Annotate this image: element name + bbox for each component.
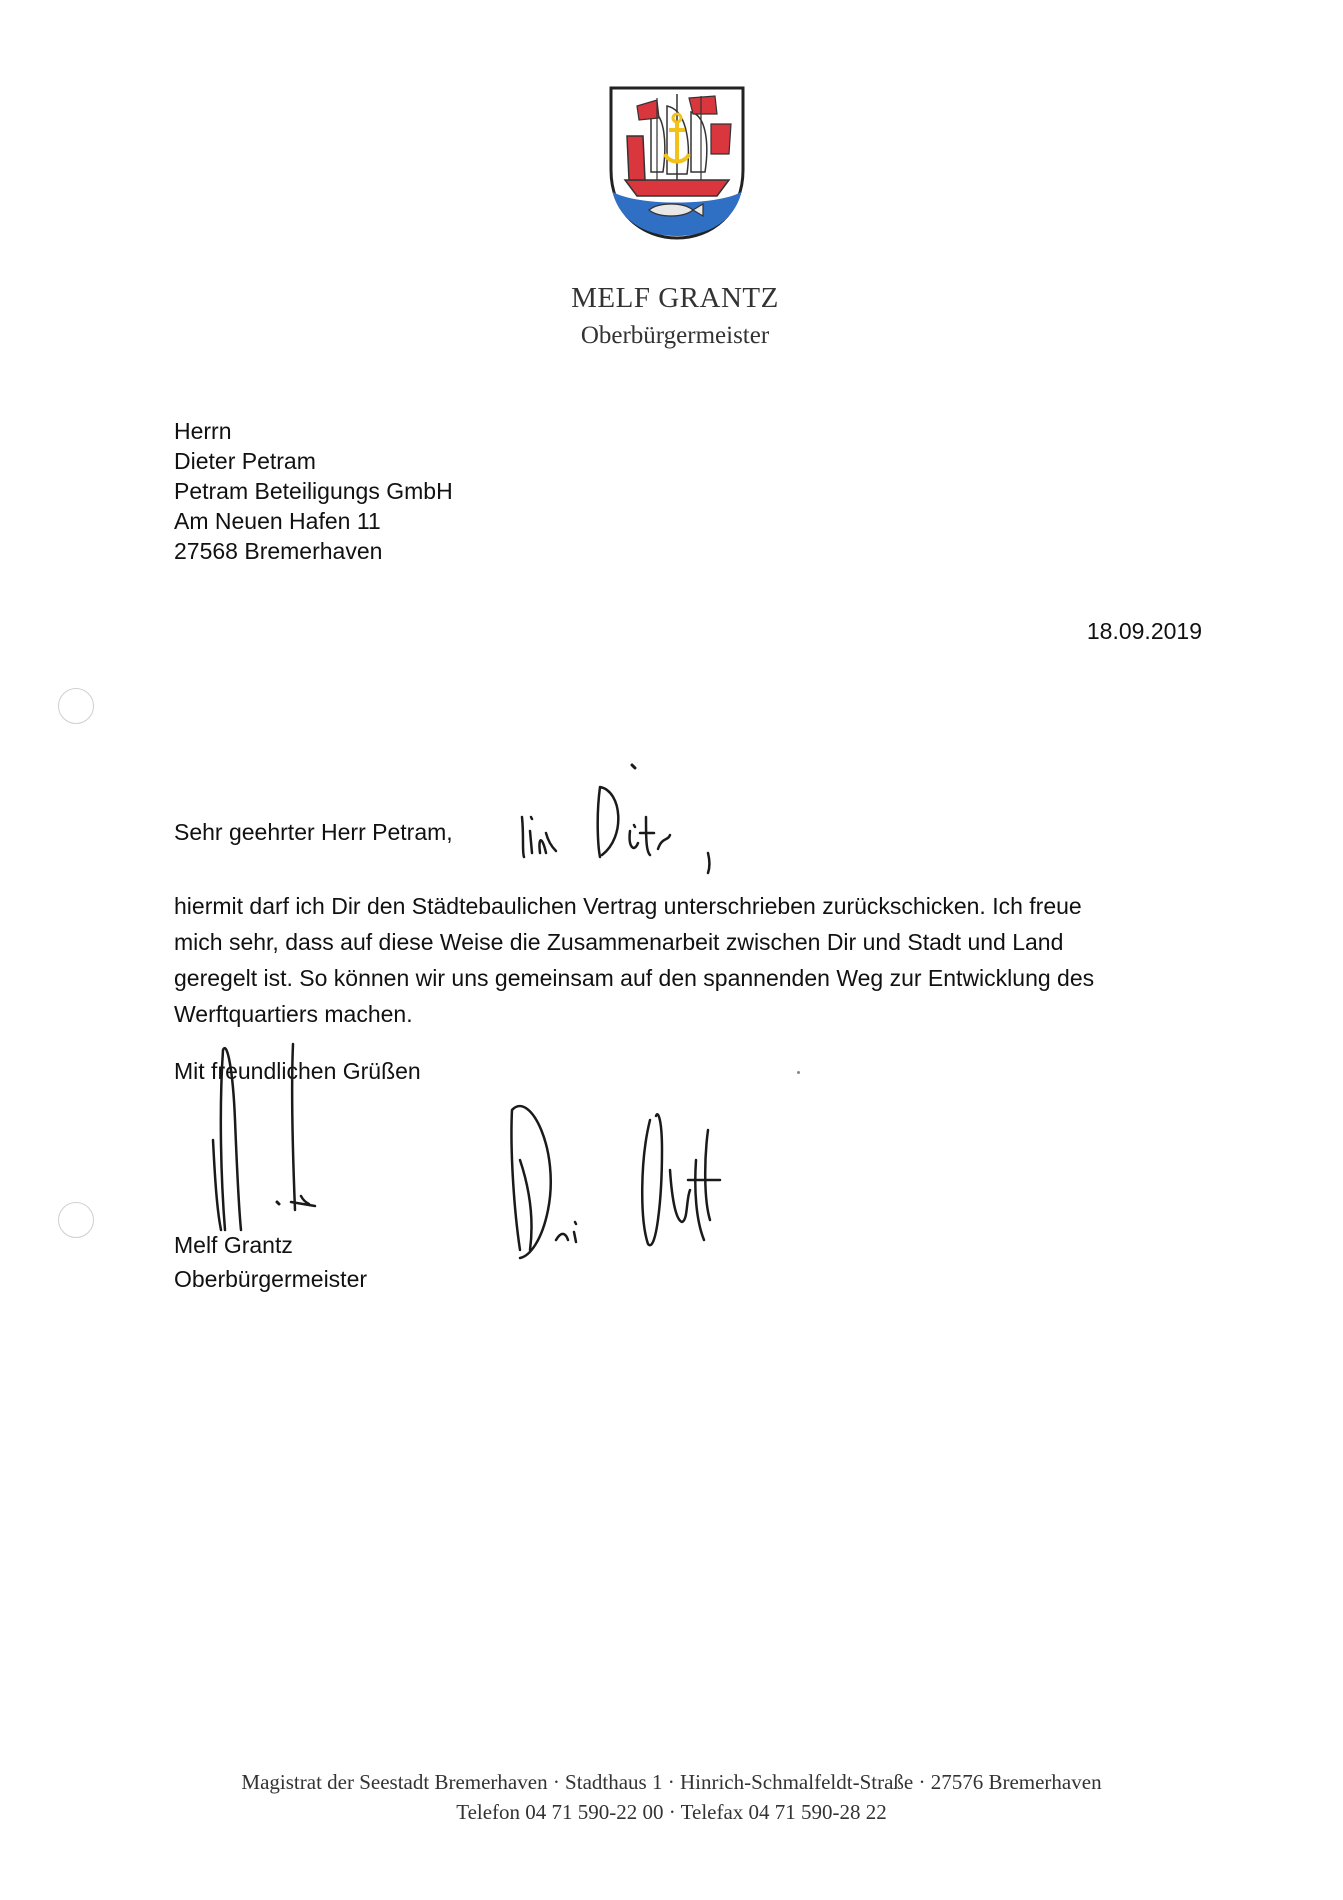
bremerhaven-coat-of-arms-icon — [607, 84, 747, 242]
closing-phrase: Mit freundlichen Grüßen — [174, 1058, 421, 1084]
recipient-line: Dieter Petram — [174, 448, 316, 474]
handwritten-signature — [205, 1030, 335, 1240]
recipient-line: Petram Beteiligungs GmbH — [174, 478, 453, 504]
letterhead-name: MELF GRANTZ — [571, 282, 779, 314]
punch-hole-mark — [58, 688, 94, 724]
stray-mark — [797, 1071, 800, 1074]
handwritten-salutation — [512, 757, 732, 877]
sender-block — [174, 1228, 367, 1296]
handwritten-signature-note — [490, 1090, 760, 1270]
letter-body — [174, 888, 1214, 1032]
punch-hole-mark — [58, 1202, 94, 1238]
recipient-line: Herrn — [174, 418, 232, 444]
body-line: Werftquartiers machen. — [174, 1001, 413, 1027]
sender-role: Oberbürgermeister — [174, 1266, 368, 1292]
recipient-address — [174, 416, 453, 566]
letterhead-title: Oberbürgermeister — [580, 322, 770, 349]
letter-date: 18.09.2019 — [1086, 618, 1202, 644]
body-line: geregelt ist. So können wir uns gemeinsam auf den spannenden Weg zur Entwicklung des — [174, 965, 1095, 991]
body-line: mich sehr, dass auf diese Weise die Zusammenarbeit zwischen Dir und Stadt und Land — [174, 929, 1064, 955]
salutation: Sehr geehrter Herr Petram, — [174, 819, 453, 845]
body-line: hiermit darf ich Dir den Städtebaulichen Vertrag unterschrieben zurückschicken. Ich freue — [174, 893, 1082, 919]
recipient-line: Am Neuen Hafen 11 — [174, 508, 381, 534]
footer-contact: Telefon 04 71 590-22 00 · Telefax 04 71 590-28 22 — [456, 1800, 887, 1824]
sender-name: Melf Grantz — [174, 1232, 293, 1258]
recipient-line: 27568 Bremerhaven — [174, 538, 383, 564]
footer-address: Magistrat der Seestadt Bremerhaven · Stadthaus 1 · Hinrich-Schmalfeldt-Straße · 27576 Bremerhaven — [241, 1770, 1102, 1794]
